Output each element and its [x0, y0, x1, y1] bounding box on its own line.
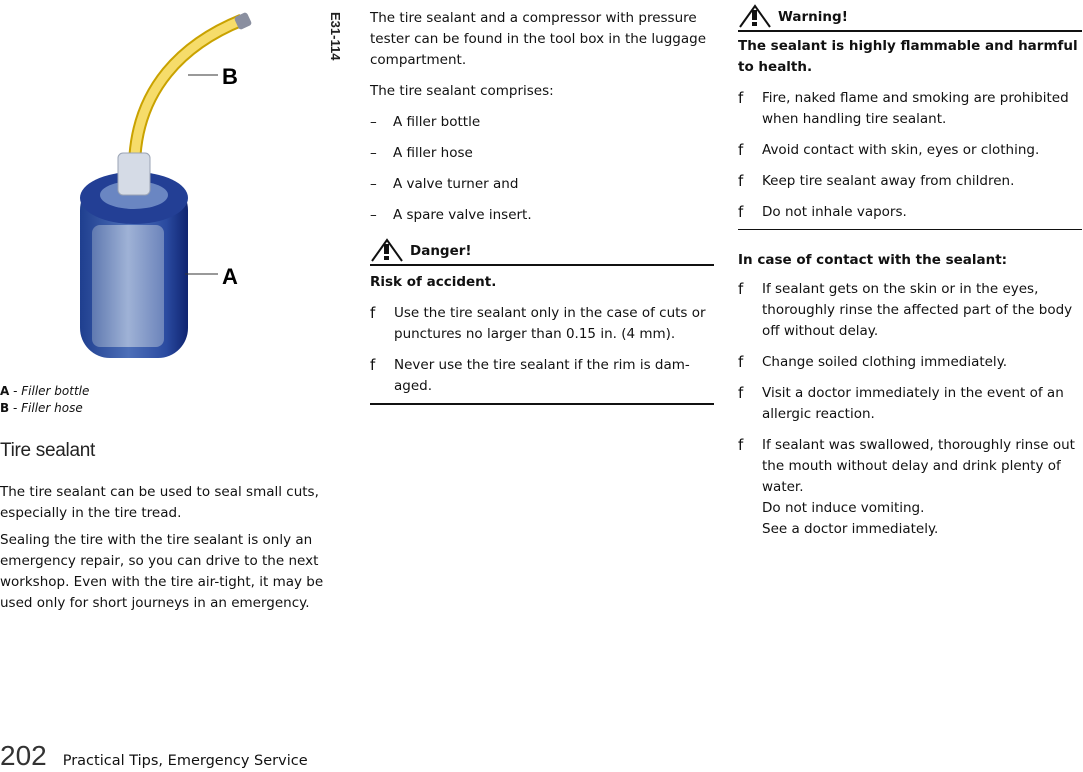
paragraph: Sealing the tire with the tire sealant is only an emergency repair, so you can drive to the next workshop. Even with the tire air-tight, it may be used only for short journeys in an emergency.	[0, 532, 324, 611]
warning-triangle-icon	[370, 238, 404, 262]
page-footer	[0, 740, 308, 772]
middle-column	[370, 8, 714, 405]
divider	[370, 403, 714, 405]
intro-paragraph: The tire sealant and a compressor with pressure tester can be found in the tool box in the luggage compartment.	[370, 10, 706, 68]
label-b: B	[222, 64, 238, 89]
warning-bullet: f Keep tire sealant away from children.	[738, 172, 1015, 190]
list-item: – A filler bottle	[370, 114, 481, 130]
section-title: Practical Tips, Emergency Service	[62, 753, 308, 769]
warning-title: Warning!	[778, 9, 848, 25]
filler-bottle-illustration	[0, 0, 345, 362]
danger-title: Danger!	[410, 243, 472, 259]
warning-bullet: f Fire, naked flame and smoking are prohibited when handling tire sealant.	[738, 89, 1069, 127]
paragraph: The tire sealant can be used to seal small cuts, especially in the tire tread.	[0, 484, 319, 521]
comprises-text: The tire sealant comprises:	[370, 83, 554, 99]
contact-bullet: f Visit a doctor immediately in the event of an allergic reaction.	[738, 384, 1064, 422]
danger-bullet: f Never use the tire sealant if the rim is dam-aged.	[370, 356, 690, 394]
warning-lead: The sealant is highly flammable and harmful to health.	[738, 38, 1078, 75]
contact-bullet: f If sealant was swallowed, thoroughly rinse out the mouth without delay and drink plenty of water. Do not induce vomiting. See a doctor immediately.	[738, 436, 1075, 537]
left-body	[0, 482, 340, 614]
warning-triangle-icon	[738, 4, 772, 28]
caption-a: A - Filler bottle	[0, 384, 90, 398]
figure-captions	[0, 383, 89, 417]
warning-bullet: f Avoid contact with skin, eyes or clothing.	[738, 141, 1040, 159]
right-column	[738, 4, 1082, 540]
warning-bullet: f Do not inhale vapors.	[738, 203, 907, 221]
list-item: – A valve turner and	[370, 176, 519, 192]
caption-b: B - Filler hose	[0, 401, 83, 415]
list-item: – A spare valve insert.	[370, 207, 532, 223]
danger-header	[370, 238, 714, 266]
danger-lead: Risk of accident.	[370, 274, 497, 290]
section-heading: Tire sealant	[0, 440, 95, 461]
page-number: 202	[0, 740, 47, 771]
warning-header	[738, 4, 1082, 32]
contact-bullet: f Change soiled clothing immediately.	[738, 353, 1008, 371]
label-a: A	[222, 264, 238, 289]
divider	[738, 229, 1082, 230]
figure-code: E31-114	[328, 12, 343, 61]
contact-heading: In case of contact with the sealant:	[738, 252, 1008, 268]
danger-bullet: f Use the tire sealant only in the case of cuts or punctures no larger than 0.15 in. (4 mm).	[370, 304, 706, 342]
list-item: – A filler hose	[370, 145, 473, 161]
contact-bullet: f If sealant gets on the skin or in the eyes, thoroughly rinse the affected part of the body off without delay.	[738, 280, 1073, 339]
